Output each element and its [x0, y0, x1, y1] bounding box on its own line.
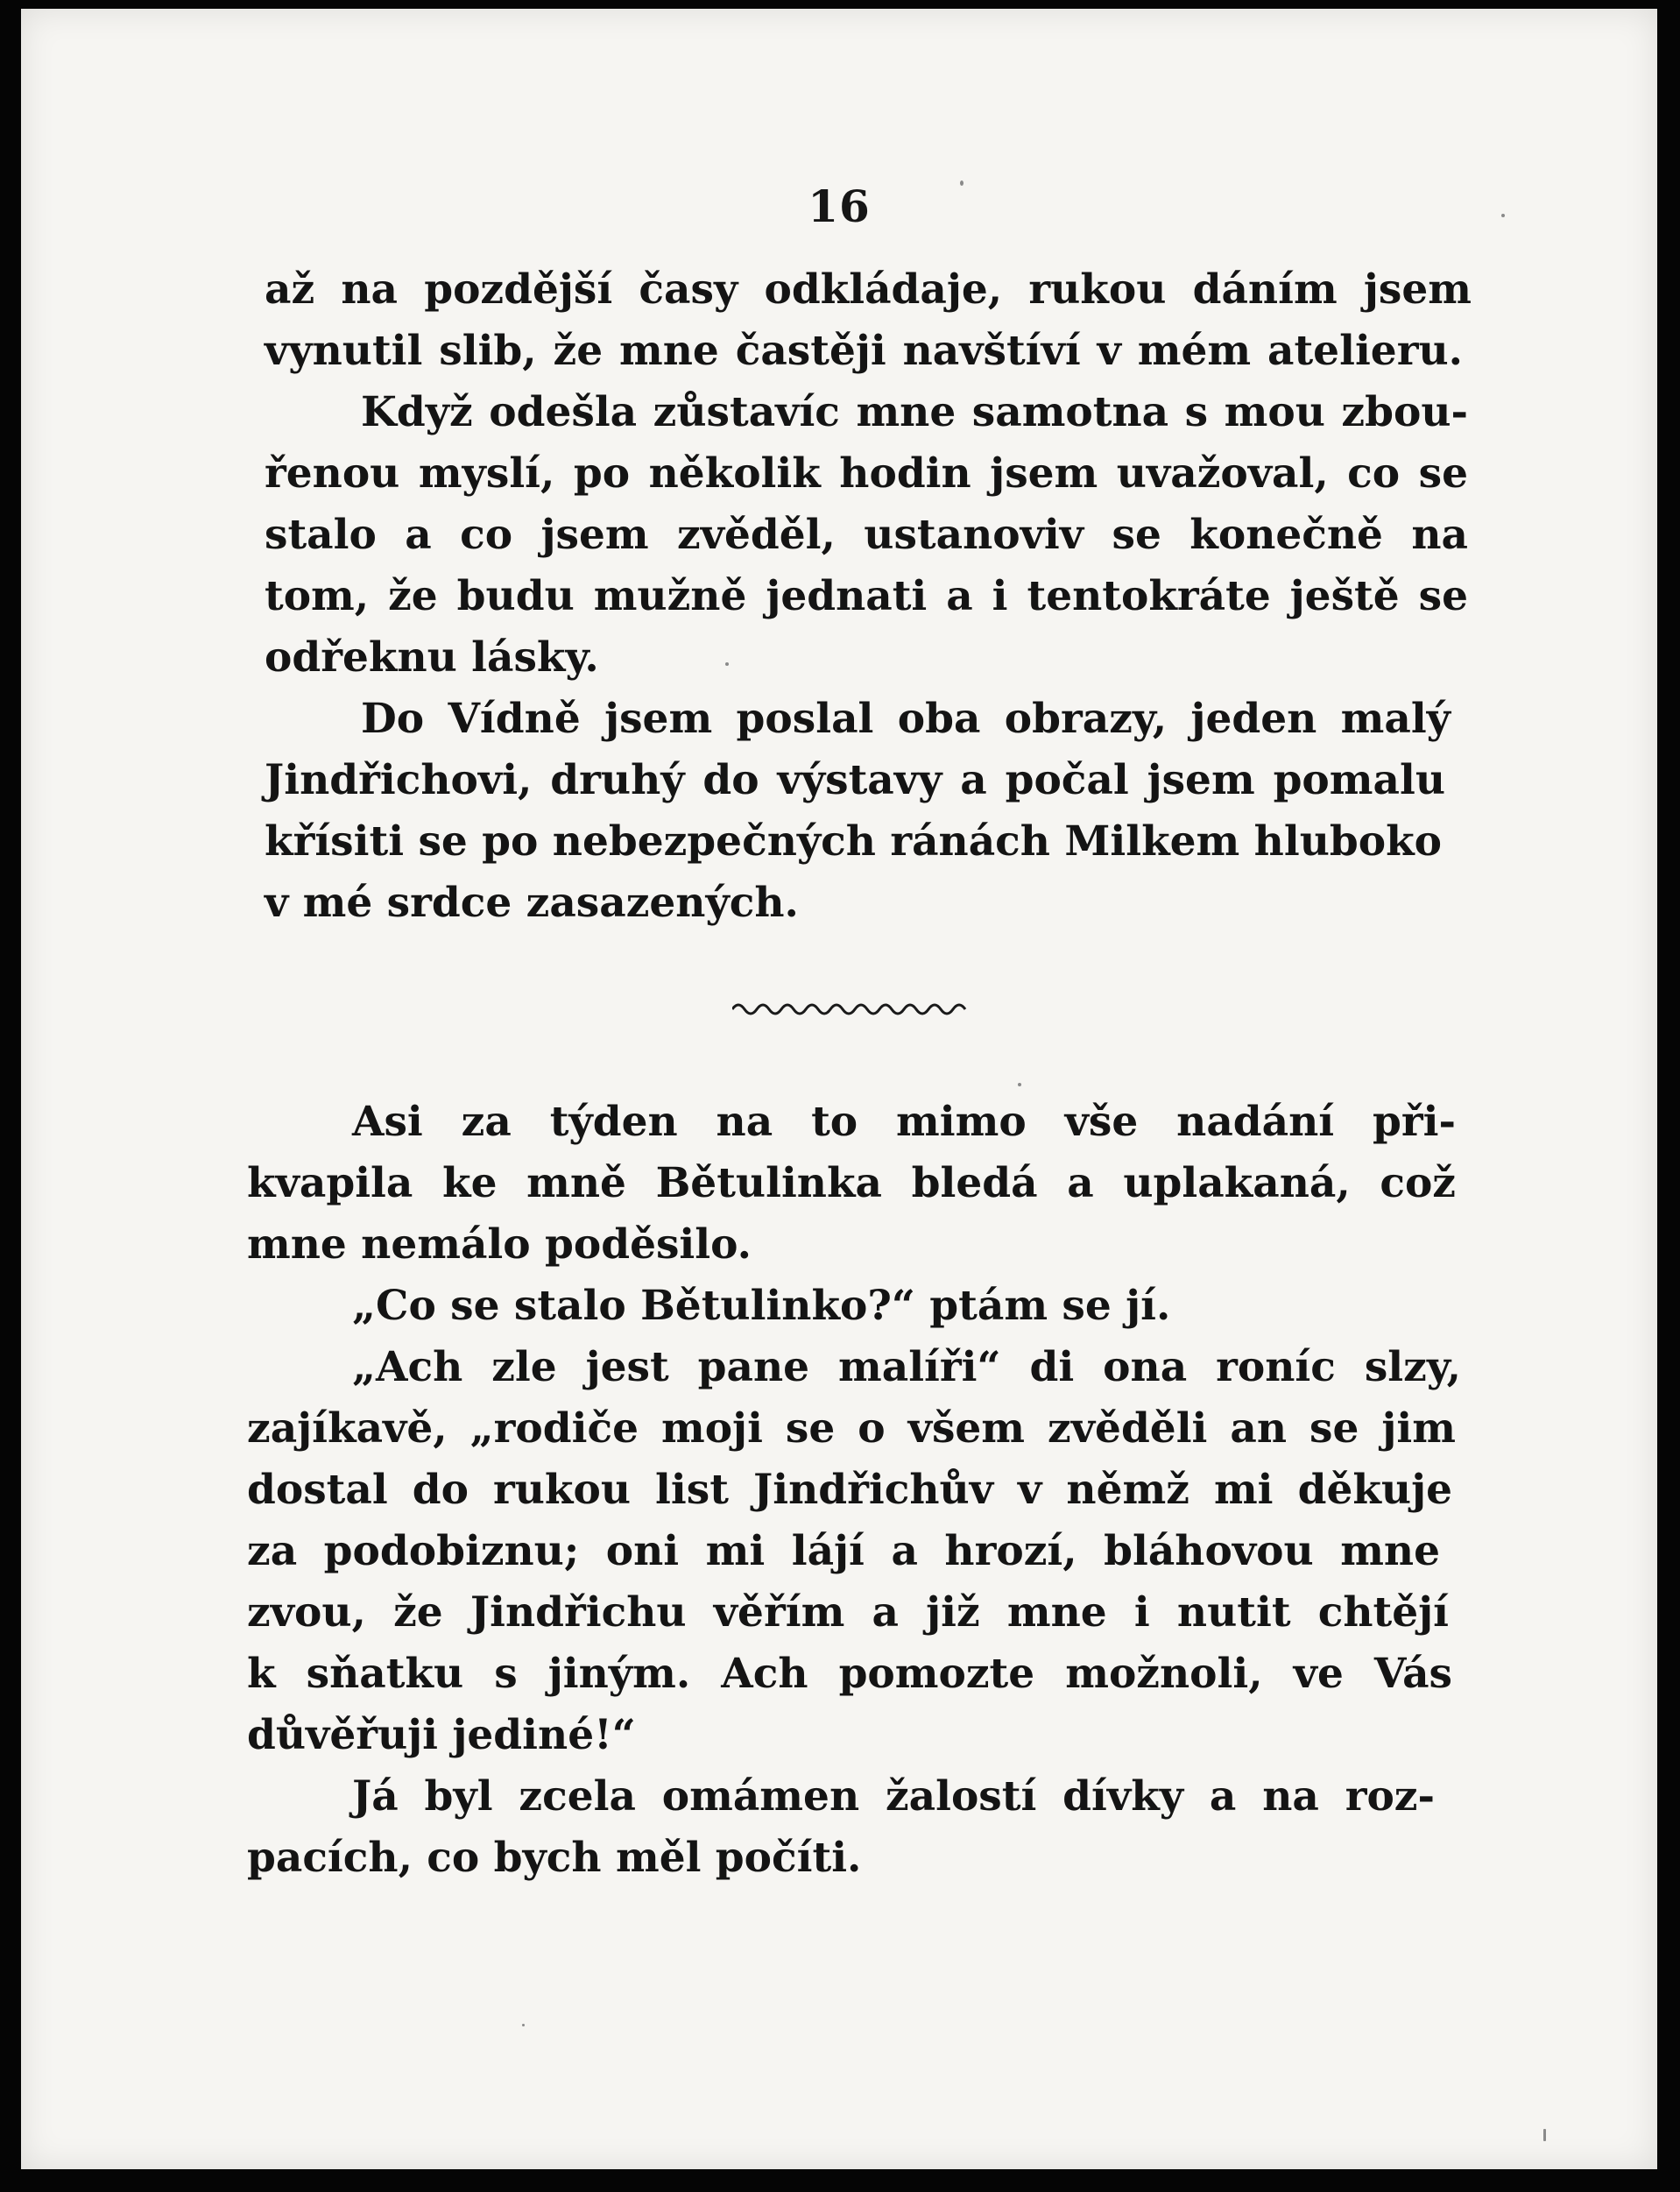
book-page	[21, 9, 1657, 2169]
paragraph-block-1	[265, 259, 1473, 943]
text-line: mne nemálo poděsilo.	[247, 1220, 752, 1269]
text-line: Asi za týden na to mimo vše nadání při-	[352, 1098, 1456, 1146]
text-line: kvapila ke mně Bětulinka bledá a uplakaná, což	[247, 1159, 1456, 1207]
text-line: stalo a co jsem zvěděl, ustanoviv se konečně na	[265, 511, 1468, 559]
text-line: Do Vídně jsem poslal oba obrazy, jeden malý	[361, 695, 1451, 743]
text-line: pacích, co bych měl počíti.	[247, 1834, 862, 1882]
text-line: Když odešla zůstavíc mne samotna s mou zbou-	[361, 388, 1468, 436]
paper-speck	[725, 662, 729, 666]
text-line: křísiti se po nebezpečných ránách Milkem hluboko	[265, 817, 1442, 866]
text-line: za podobiznu; oni mi lájí a hrozí, bláhovou mne	[247, 1527, 1440, 1575]
text-line: až na pozdější časy odkládaje, rukou dáním jsem	[265, 265, 1472, 314]
paper-speck	[960, 180, 964, 186]
text-line: „Co se stalo Bětulinko?“ ptám se jí.	[352, 1282, 1171, 1330]
text-line: řenou myslí, po několik hodin jsem uvažoval, co se	[265, 449, 1468, 498]
text-line: k sňatku s jiným. Ach pomozte možnoli, ve Vás	[247, 1650, 1452, 1698]
paper-speck	[1543, 2129, 1546, 2141]
text-line: „Ach zle jest pane malíři“ di ona roníc slzy,	[352, 1343, 1461, 1391]
section-divider-ornament	[732, 997, 971, 1018]
paragraph-block-2	[247, 1092, 1473, 1898]
text-line: Já byl zcela omámen žalostí dívky a na roz-	[352, 1772, 1435, 1821]
text-line: Jindřichovi, druhý do výstavy a počal jsem pomalu	[265, 756, 1445, 804]
text-line: vynutil slib, že mne častěji navštíví v mém atelieru.	[265, 327, 1463, 375]
paper-speck	[522, 2024, 525, 2026]
text-line: důvěřuji jediné!“	[247, 1711, 636, 1759]
page-number: 16	[808, 180, 871, 232]
paper-speck	[1018, 1083, 1021, 1086]
text-line: tom, že budu mužně jednati a i tentokráte ještě se	[265, 572, 1468, 620]
text-line: odřeknu lásky.	[265, 633, 599, 682]
text-line: zvou, že Jindřichu věřím a již mne i nutit chtějí	[247, 1588, 1449, 1637]
text-line: zajíkavě, „rodiče moji se o všem zvěděli an se jim	[247, 1404, 1456, 1453]
paper-speck	[1501, 214, 1505, 217]
text-line: v mé srdce zasazených.	[265, 879, 799, 927]
text-line: dostal do rukou list Jindřichův v němž mi děkuje	[247, 1466, 1452, 1514]
